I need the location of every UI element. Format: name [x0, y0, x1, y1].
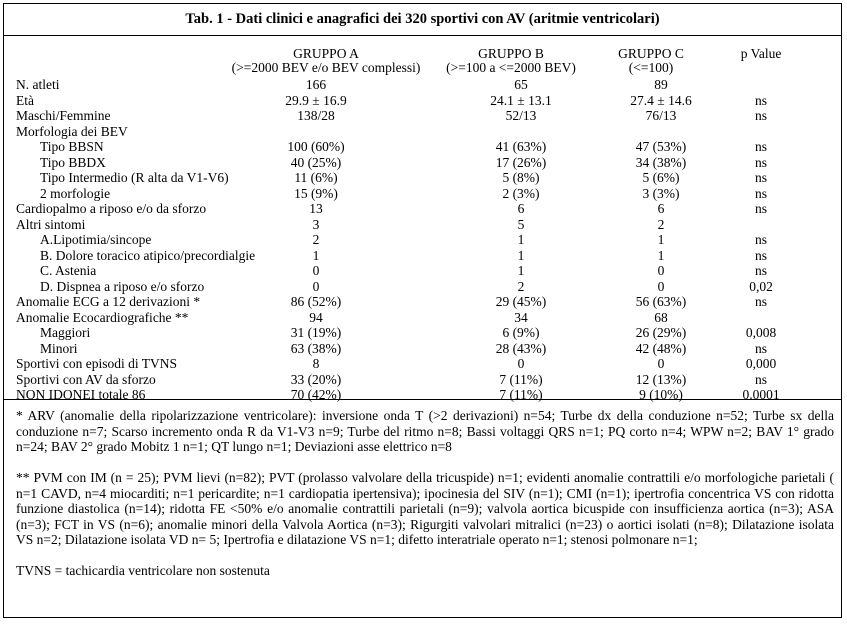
cell-group-c: 0 — [657, 356, 665, 371]
cell-group-a: 0 — [312, 263, 320, 278]
row-label: Tipo BBDX — [40, 154, 106, 170]
table-row — [16, 356, 836, 372]
cell-group-b: 1 — [517, 263, 525, 278]
row-label: Tipo Intermedio (R alta da V1-V6) — [40, 170, 229, 185]
header-group-b-subtitle: (>=100 a <=2000 BEV) — [446, 60, 576, 75]
cell-group-b: 7 (11%) — [499, 387, 543, 402]
cell-group-c: 34 (38%) — [635, 154, 687, 170]
row-label: A.Lipotimia/sincope — [40, 232, 152, 247]
table-title: Tab. 1 - Dati clinici e anagrafici dei 320 sportivi con AV (aritmie ventricolari) — [4, 4, 841, 36]
cell-group-b: 65 — [514, 77, 528, 92]
header-group-a — [216, 47, 436, 75]
cell-p-value: 0,02 — [749, 278, 773, 294]
footnotes — [16, 408, 834, 594]
cell-group-a: 94 — [309, 309, 323, 325]
cell-group-b: 6 (9%) — [502, 325, 540, 340]
cell-group-b: 52/13 — [505, 108, 537, 123]
row-label: Tipo BBSN — [40, 139, 104, 154]
cell-group-c: 47 (53%) — [635, 139, 687, 154]
table-row — [16, 279, 836, 295]
cell-group-b: 28 (43%) — [495, 340, 547, 356]
cell-p-value: 0,008 — [745, 325, 777, 340]
row-label: N. atleti — [16, 77, 60, 92]
cell-p-value: 0.0001 — [742, 387, 780, 402]
cell-group-b: 7 (11%) — [499, 371, 543, 387]
header-group-c — [596, 47, 706, 75]
cell-p-value: ns — [754, 232, 767, 247]
cell-group-a: 31 (19%) — [290, 325, 342, 340]
cell-group-b: 0 — [517, 356, 525, 371]
cell-group-a: 15 (9%) — [294, 185, 338, 201]
cell-group-c: 27.4 ± 14.6 — [630, 92, 692, 108]
cell-group-b: 1 — [517, 247, 525, 263]
cell-group-a: 70 (42%) — [290, 387, 342, 402]
table-row — [16, 387, 836, 403]
cell-group-c: 2 — [657, 216, 665, 232]
row-label: D. Dispnea a riposo e/o sforzo — [40, 278, 205, 294]
header-p-value: p Value — [740, 46, 782, 61]
table-row — [16, 186, 836, 202]
table-row — [16, 341, 836, 357]
cell-group-a: 86 (52%) — [290, 294, 342, 309]
footnote-tvns: TVNS = tachicardia ventricolare non sostenuta — [16, 563, 270, 578]
row-label: Sportivi con AV da sforzo — [16, 371, 156, 387]
cell-group-a: 11 (6%) — [294, 170, 338, 185]
cell-group-b: 6 — [517, 201, 525, 216]
cell-group-b: 2 — [517, 278, 525, 294]
cell-p-value: ns — [754, 170, 767, 185]
cell-group-b: 2 (3%) — [502, 185, 540, 201]
cell-p-value: ns — [754, 371, 767, 387]
cell-p-value: ns — [754, 154, 767, 170]
header-group-c-title: GRUPPO C — [618, 46, 684, 61]
cell-group-a: 33 (20%) — [290, 371, 342, 387]
table-row — [16, 372, 836, 388]
table-row — [16, 124, 836, 140]
header-group-b-title: GRUPPO B — [478, 46, 544, 61]
cell-group-c: 6 — [657, 201, 665, 216]
row-label: Cardiopalmo a riposo e/o da sforzo — [16, 201, 207, 216]
table-row — [16, 108, 836, 124]
cell-group-b: 29 (45%) — [495, 294, 547, 309]
table-row — [16, 201, 836, 217]
cell-group-a: 0 — [312, 278, 320, 294]
cell-group-a: 166 — [305, 77, 327, 92]
footnote-echo: ** PVM con IM (n = 25); PVM lievi (n=82); PVT (prolasso valvolare della tricuspide) n=1; evidenti anomalie contrattili e/o morfologiche parietali ( n=1 CAVD, n=4 miocarditi; n=1 pericardite; n=1 cardiopatia ipertensiva); ipocinesia del SIV (n=1); CMI (n=1); ipertrofia concentrica VS con ridotta funzione diastolica (n=14); ridotta FE <50% e/o anomalie contrattili parietali (n=9); valvola aortica bicuspide con insufficienza aortica (n=3); ASA (n=3); FCT in VS (n=6); anomalie minori della Valvola Aortica (n=3); Rigurgiti valvolari mitralici (n=23) o aortici isolati (n=8); Dilatazione isolata VS n=2; Dilatazione isolata VD n= 5; Ipertrofia e dilatazione VS n=1; difetto interatriale operato n=1; stenosi polmonare n=1; — [16, 470, 834, 547]
cell-group-c: 1 — [657, 232, 665, 247]
cell-group-c: 56 (63%) — [635, 294, 687, 309]
cell-p-value: ns — [754, 139, 767, 154]
cell-group-c: 5 (6%) — [642, 170, 680, 185]
cell-group-b: 5 — [517, 216, 525, 232]
cell-group-c: 12 (13%) — [635, 371, 687, 387]
cell-p-value: 0,000 — [745, 356, 777, 371]
header-group-a-subtitle: (>=2000 BEV e/o BEV complessi) — [231, 60, 421, 75]
cell-p-value: ns — [754, 340, 767, 356]
table-row — [16, 139, 836, 155]
footnote-ecg: * ARV (anomalie della ripolarizzazione ventricolare): inversione onda T (>2 derivazioni) n=54; Turbe dx della conduzione n=52; Turbe sx della conduzione n=7; Scarso incremento onda R da V1-V3 n=9; Turbe del ritmo n=8; Bassi voltaggi QRS n=1; PQ corto n=4; WPW n=2; BAV 1° grado n=24; BAV 2° grado Mobitz 1 n=1; QT lungo n=1; Deviazioni asse elettrico n=8 — [16, 408, 834, 454]
table-row — [16, 155, 836, 171]
row-label: Maschi/Femmine — [16, 108, 111, 123]
cell-p-value: ns — [754, 92, 767, 108]
table-row — [16, 263, 836, 279]
table-row — [16, 294, 836, 310]
cell-group-b: 5 (8%) — [502, 170, 540, 185]
cell-group-c: 0 — [657, 278, 665, 294]
header-group-b — [446, 47, 576, 75]
cell-group-b: 24.1 ± 13.1 — [490, 92, 552, 108]
cell-group-c: 0 — [657, 263, 665, 278]
cell-group-a: 13 — [309, 201, 323, 216]
header-group-a-title: GRUPPO A — [293, 46, 359, 61]
cell-group-a: 29.9 ± 16.9 — [285, 92, 347, 108]
table-row — [16, 310, 836, 326]
cell-group-b: 17 (26%) — [495, 154, 547, 170]
cell-group-c: 1 — [657, 247, 665, 263]
cell-group-b: 41 (63%) — [495, 139, 547, 154]
table-body — [4, 36, 841, 400]
row-label: Morfologia dei BEV — [16, 123, 128, 139]
cell-group-a: 1 — [312, 247, 320, 263]
cell-p-value: ns — [754, 247, 767, 263]
cell-p-value: ns — [754, 201, 767, 216]
row-label: Minori — [40, 340, 78, 356]
row-label: C. Astenia — [40, 263, 97, 278]
cell-group-c: 42 (48%) — [635, 340, 687, 356]
row-label: B. Dolore toracico atipico/precordialgie — [40, 247, 256, 263]
cell-p-value: ns — [754, 108, 767, 123]
row-label: Anomalie Ecocardiografiche ** — [16, 309, 189, 325]
cell-p-value: ns — [754, 294, 767, 309]
cell-group-c: 68 — [654, 309, 668, 325]
row-label: Maggiori — [40, 325, 91, 340]
table-row — [16, 325, 836, 341]
row-label: 2 morfologie — [40, 185, 111, 201]
cell-group-a: 40 (25%) — [290, 154, 342, 170]
row-label: Sportivi con episodi di TVNS — [16, 356, 178, 371]
cell-group-a: 2 — [312, 232, 320, 247]
cell-group-a: 3 — [312, 216, 320, 232]
cell-group-b: 1 — [517, 232, 525, 247]
cell-group-a: 63 (38%) — [290, 340, 342, 356]
row-label: Anomalie ECG a 12 derivazioni * — [16, 294, 201, 309]
table-rows — [16, 77, 836, 403]
table-row — [16, 248, 836, 264]
cell-group-c: 89 — [654, 77, 668, 92]
table-row — [16, 77, 836, 93]
row-label: Età — [16, 92, 34, 108]
cell-group-b: 34 — [514, 309, 528, 325]
cell-p-value: ns — [754, 263, 767, 278]
table-row — [16, 232, 836, 248]
table-row — [16, 217, 836, 233]
cell-group-c: 76/13 — [645, 108, 677, 123]
cell-group-a: 8 — [312, 356, 320, 371]
cell-p-value: ns — [754, 185, 767, 201]
table-row — [16, 93, 836, 109]
cell-group-a: 138/28 — [297, 108, 335, 123]
table-row — [16, 170, 836, 186]
row-label: Altri sintomi — [16, 216, 86, 232]
cell-group-c: 3 (3%) — [642, 185, 680, 201]
row-label: NON IDONEI totale 86 — [16, 387, 146, 402]
table-frame — [3, 3, 842, 618]
header-group-c-subtitle: (<=100) — [628, 60, 674, 75]
cell-group-c: 26 (29%) — [635, 325, 687, 340]
cell-group-c: 9 (10%) — [639, 387, 683, 402]
cell-group-a: 100 (60%) — [287, 139, 345, 154]
